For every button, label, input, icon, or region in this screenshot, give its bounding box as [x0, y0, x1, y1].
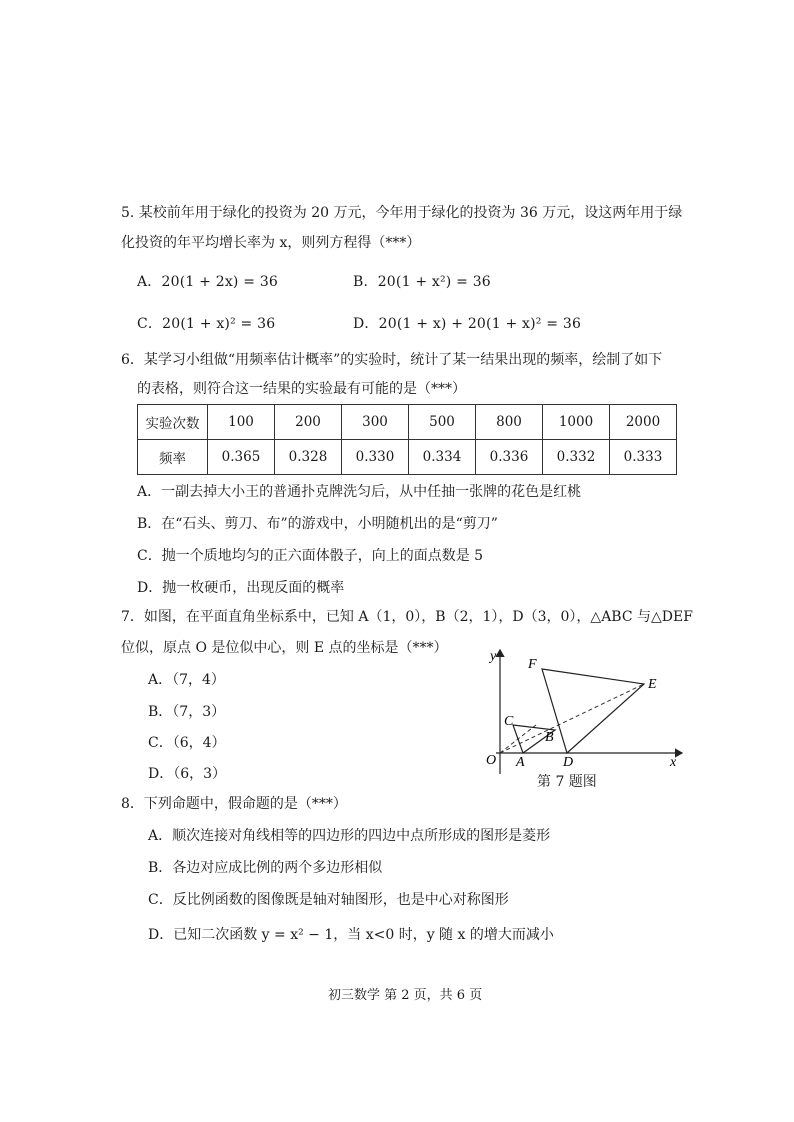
q5-option-a: A．20(1 + 2x) = 36 — [137, 274, 279, 290]
q8-option-b: B．各边对应成比例的两个多边形相似 — [148, 860, 383, 876]
label-f: F — [528, 657, 537, 672]
label-o: O — [486, 753, 497, 768]
q5-option-d: D．20(1 + x) + 20(1 + x)² = 36 — [353, 316, 582, 332]
table-row — [138, 405, 677, 440]
table-cell: 300 — [342, 405, 409, 440]
label-c: C — [504, 714, 514, 729]
q7-stem-line1: 7．如图，在平面直角坐标系中，已知 A（1，0），B（2，1），D（3，0），△ABC 与△DEF — [121, 609, 693, 625]
q7-option-a: A．（7，4） — [148, 672, 225, 688]
table-cell: 0.334 — [409, 440, 476, 475]
table-cell: 500 — [409, 405, 476, 440]
q6-option-c: C．抛一个质地均匀的正六面体骰子，向上的面点数是 5 — [137, 548, 484, 564]
label-y: y — [490, 649, 497, 664]
q5-option-c: C．20(1 + x)² = 36 — [137, 316, 276, 332]
label-b: B — [545, 730, 554, 745]
q7-option-b: B．（7，3） — [148, 704, 226, 720]
page-footer: 初三数学 第 2 页，共 6 页 — [328, 988, 483, 1003]
q7-figure-caption: 第 7 题图 — [537, 774, 597, 790]
q7-option-d: D．（6，3） — [148, 766, 227, 782]
table-cell: 2000 — [610, 405, 677, 440]
table-row — [138, 440, 677, 475]
q5-option-b: B．20(1 + x²) = 36 — [353, 274, 491, 290]
q7-option-c: C．（6，4） — [148, 735, 226, 751]
label-d: D — [563, 755, 574, 770]
q6-option-b: B．在“石头、剪刀、布”的游戏中，小明随机出的是“剪刀” — [137, 516, 498, 532]
ray-to-e — [500, 684, 644, 753]
q6-option-d: D．抛一枚硬币，出现反面的概率 — [137, 580, 345, 596]
triangle-def — [542, 669, 644, 753]
q6-option-a: A．一副去掉大小王的普通扑克牌洗匀后，从中任抽一张牌的花色是红桃 — [137, 484, 582, 500]
q7-stem-line2: 位似，原点 O 是位似中心，则 E 点的坐标是（***） — [121, 640, 448, 656]
table-cell: 0.328 — [275, 440, 342, 475]
table-cell: 0.365 — [208, 440, 275, 475]
table-cell: 800 — [476, 405, 543, 440]
q6-stem-line1: 6．某学习小组做“用频率估计概率”的实验时，统计了某一结果出现的频率，绘制了如下 — [121, 352, 663, 368]
table-cell: 0.336 — [476, 440, 543, 475]
frequency-table — [137, 404, 677, 475]
label-x: x — [670, 755, 677, 770]
table-cell: 0.332 — [543, 440, 610, 475]
q8-option-a: A．顺次连接对角线相等的四边形的四边中点所形成的图形是菱形 — [148, 828, 551, 844]
table-cell: 100 — [208, 405, 275, 440]
label-e: E — [648, 677, 657, 692]
label-a: A — [516, 755, 525, 770]
table-cell: 1000 — [543, 405, 610, 440]
table-cell: 0.330 — [342, 440, 409, 475]
q8-stem: 8．下列命题中，假命题的是（***） — [121, 796, 347, 812]
table-cell: 200 — [275, 405, 342, 440]
table-cell: 0.333 — [610, 440, 677, 475]
q6-stem-line2: 的表格，则符合这一结果的实验最有可能的是（***） — [137, 381, 466, 397]
table-cell: 实验次数 — [138, 405, 208, 440]
q8-option-d: D．已知二次函数 y = x² − 1，当 x<0 时，y 随 x 的增大而减小 — [148, 927, 554, 943]
q8-option-c: C．反比例函数的图像既是轴对轴图形，也是中心对称图形 — [148, 892, 509, 908]
q5-stem-line2: 化投资的年平均增长率为 x，则列方程得（***） — [121, 235, 421, 251]
q5-stem-line1: 5. 某校前年用于绿化的投资为 20 万元，今年用于绿化的投资为 36 万元，设这两年用于绿 — [121, 205, 683, 221]
table-cell: 频率 — [138, 440, 208, 475]
